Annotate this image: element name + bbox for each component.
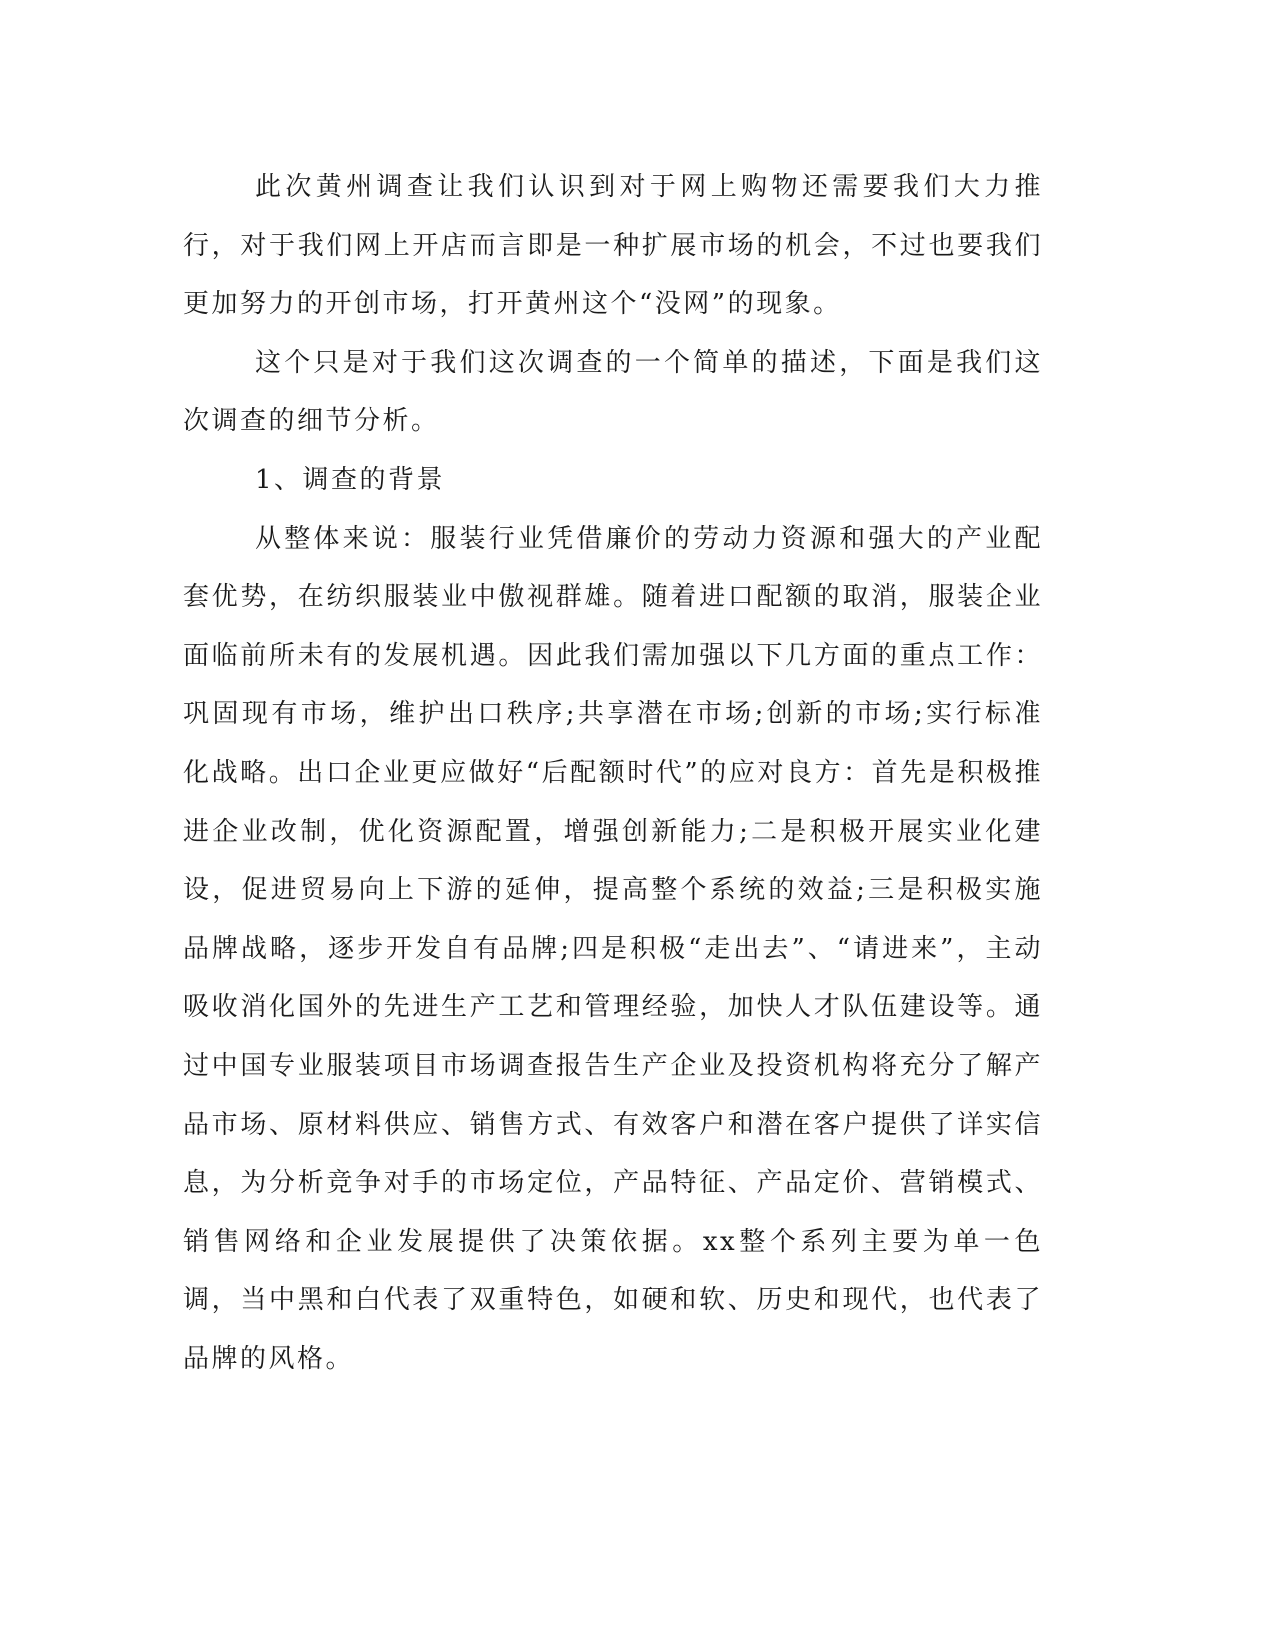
paragraph-summary: 这个只是对于我们这次调查的一个简单的描述，下面是我们这次调查的细节分析。 bbox=[183, 347, 1043, 437]
section-heading-background: 1、调查的背景 bbox=[255, 464, 446, 495]
paragraph-background: 从整体来说：服装行业凭借廉价的劳动力资源和强大的产业配套优势，在纺织服装业中傲视群雄。随着进口配额的取消，服装企业面临前所未有的发展机遇。因此我们需加强以下几方面的重点工作：巩固现有市场，维护出口秩序;共享潜在市场;创新的市场;实行标准化战略。出口企业更应做好“后配额时代”的应对良方：首先是积极推进企业改制，优化资源配置，增强创新能力;二是积极开展实业化建设，促进贸易向上下游的延伸，提高整个系统的效益;三是积极实施品牌战略，逐步开发自有品牌;四是积极“走出去”、“请进来”，主动吸收消化国外的先进生产工艺和管理经验，加快人才队伍建设等。通过中国专业服装项目市场调查报告生产企业及投资机构将充分了解产品市场、原材料供应、销售方式、有效客户和潜在客户提供了详实信息，为分析竞争对手的市场定位，产品特征、产品定价、营销模式、销售网络和企业发展提供了决策依据。xx整个系列主要为单一色调，当中黑和白代表了双重特色，如硬和软、历史和现代，也代表了品牌的风格。 bbox=[183, 523, 1043, 1374]
document-body bbox=[183, 158, 1043, 1388]
paragraph-intro: 此次黄州调查让我们认识到对于网上购物还需要我们大力推行，对于我们网上开店而言即是一种扩展市场的机会，不过也要我们更加努力的开创市场，打开黄州这个“没网”的现象。 bbox=[183, 172, 1043, 320]
